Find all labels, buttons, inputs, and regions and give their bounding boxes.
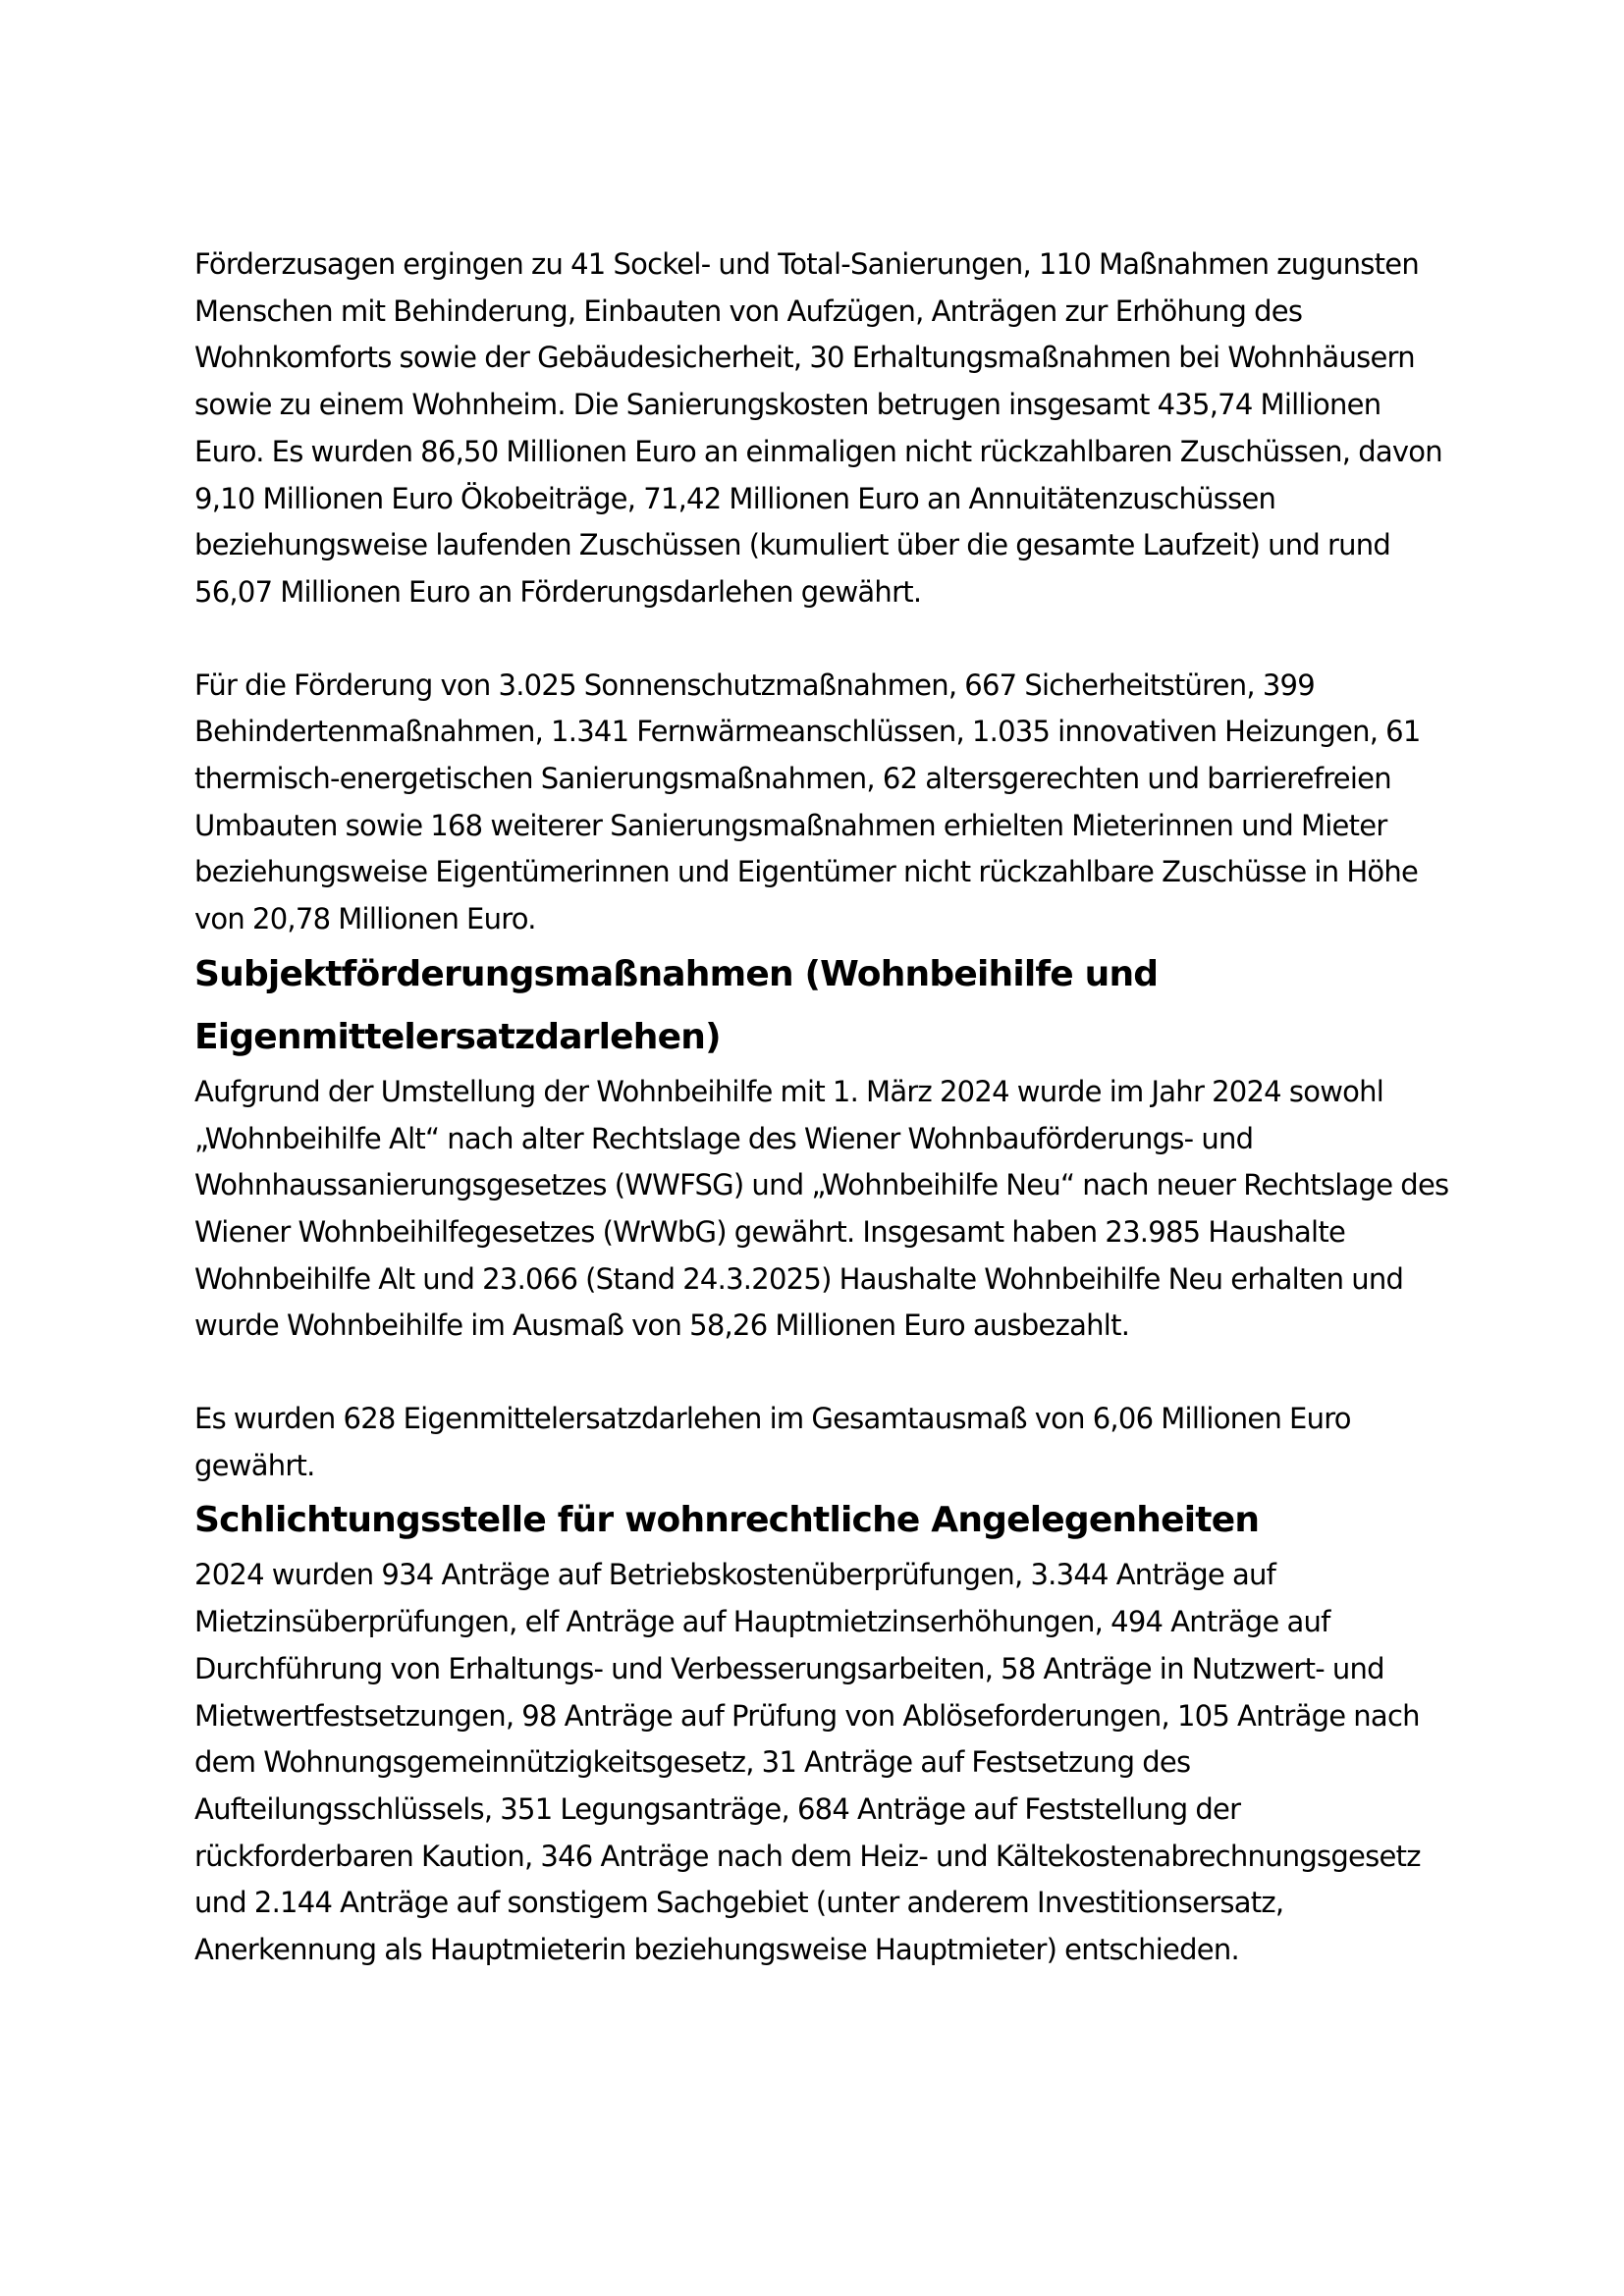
paragraph-wohnbeihilfe: Aufgrund der Umstellung der Wohnbeihilfe mit 1. März 2024 wurde im Jahr 2024 sowohl „Wohnbeihilfe Alt“ nach alter Rechtslage des Wiener Wohnbauförderungs- und Wohnhaussanierungsgesetzes (WWFSG) und „Wohnbeihilfe Neu“ nach neuer Rechtslage des Wiener Wohnbeihilfegesetzes (WrWbG) gewährt. Insgesamt haben 23.985 Haushalte Wohnbeihilfe Alt und 23.066 (Stand 24.3.2025) Haushalte Wohnbeihilfe Neu erhalten und wurde Wohnbeihilfe im Ausmaß von 58,26 Millionen Euro ausbezahlt. <box>194 1074 1449 1343</box>
paragraph-spacer <box>194 616 1451 663</box>
heading-schlichtungsstelle: Schlichtungsstelle für wohnrechtliche Angelegenheiten <box>194 1500 1260 1541</box>
paragraph-schlichtungsstelle-antraege: 2024 wurden 934 Anträge auf Betriebskostenüberprüfungen, 3.344 Anträge auf Mietzinsüberprüfungen, elf Anträge auf Hauptmietzinserhöhungen, 494 Anträge auf Durchführung von Erhaltungs- und Verbesserungsarbeiten, 58 Anträge in Nutzwert- und Mietwertfestsetzungen, 98 Anträge auf Prüfung von Ablöseforderungen, 105 Anträge nach dem Wohnungsgemeinnützigkeitsgesetz, 31 Anträge auf Festsetzung des Aufteilungsschlüssels, 351 Legungsanträge, 684 Anträge auf Feststellung der rückforderbaren Kaution, 346 Anträge nach dem Heiz- und Kältekostenabrechnungsgesetz und 2.144 Anträge auf sonstigem Sachgebiet (unter anderem Investitionsersatz, Anerkennung als Hauptmieterin beziehungsweise Hauptmieter) entschieden. <box>194 1558 1421 1967</box>
document-page <box>194 241 1451 1974</box>
paragraph-sanierung-zuschuesse: Für die Förderung von 3.025 Sonnenschutzmaßnahmen, 667 Sicherheitstüren, 399 Behindertenmaßnahmen, 1.341 Fernwärmeanschlüssen, 1.035 innovativen Heizungen, 61 thermisch-energetischen Sanierungsmaßnahmen, 62 altersgerechten und barrierefreien Umbauten sowie 168 weiterer Sanierungsmaßnahmen erhielten Mieterinnen und Mieter beziehungsweise Eigentümerinnen und Eigentümer nicht rückzahlbare Zuschüsse in Höhe von 20,78 Millionen Euro. <box>194 667 1421 936</box>
heading-subjektfoerderung: Subjektförderungsmaßnahmen (Wohnbeihilfe und Eigenmittelersatzdarlehen) <box>194 953 1159 1057</box>
paragraph-sanierung-foerderzusagen: Förderzusagen ergingen zu 41 Sockel- und Total-Sanierungen, 110 Maßnahmen zugunsten Menschen mit Behinderung, Einbauten von Aufzügen, Anträgen zur Erhöhung des Wohnkomforts sowie der Gebäudesicherheit, 30 Erhaltungsmaßnahmen bei Wohnhäusern sowie zu einem Wohnheim. Die Sanierungskosten betrugen insgesamt 435,74 Millionen Euro. Es wurden 86,50 Millionen Euro an einmaligen nicht rückzahlbaren Zuschüssen, davon 9,10 Millionen Euro Ökobeiträge, 71,42 Millionen Euro an Annuitätenzuschüssen beziehungsweise laufenden Zuschüssen (kumuliert über die gesamte Laufzeit) und rund 56,07 Millionen Euro an Förderungsdarlehen gewährt. <box>194 247 1442 609</box>
paragraph-eigenmittelersatzdarlehen: Es wurden 628 Eigenmittelersatzdarlehen im Gesamtausmaß von 6,06 Millionen Euro gewährt. <box>194 1402 1351 1482</box>
paragraph-spacer <box>194 1350 1451 1396</box>
